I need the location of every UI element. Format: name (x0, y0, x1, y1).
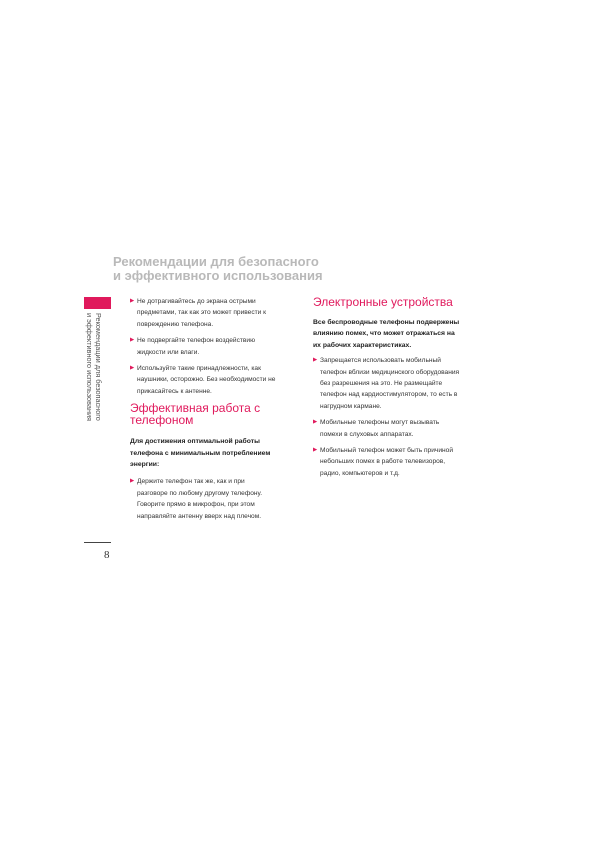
list-item-line: Мобильный телефон может быть причиной (320, 447, 454, 455)
list-item-line: нагрудном кармане. (320, 402, 382, 410)
left-column (130, 296, 298, 527)
safety-list (130, 296, 298, 397)
devices-lead-line-1: Все беспроводные телефоны подвержены (313, 319, 460, 326)
list-item-line: Говорите прямо в микрофон, при этом (137, 501, 255, 509)
devices-section-heading: Электронные устройства (313, 295, 453, 309)
list-item-line: предметами, так как это может привести к (137, 309, 267, 317)
energy-list (130, 476, 298, 522)
list-item-line: Не дотрагивайтесь до экрана острыми (137, 298, 256, 305)
list-item-line: повреждению телефона. (137, 320, 214, 328)
list-item-line: радио, компьютеров и т.д. (320, 469, 400, 477)
list-item (130, 476, 298, 522)
devices-lead-line-2: влиянию помех, что может отражаться на (313, 330, 455, 338)
devices-lead-text (313, 317, 483, 351)
list-item-line: небольших помех в работе телевизоров, (320, 458, 446, 466)
list-item-line: помехи в слуховых аппаратах. (320, 430, 414, 438)
page-title-line-1: Рекомендации для безопасного (113, 254, 319, 269)
list-item-line: направляйте антенну вверх над плечом. (137, 512, 262, 520)
list-item (313, 445, 483, 479)
energy-lead-line-1: Для достижения оптимальной работы (130, 438, 260, 446)
list-item-line: без разрешения на это. Не размещайте (320, 380, 443, 388)
bullet-triangle-icon: ▶ (130, 337, 135, 344)
devices-list (313, 355, 483, 479)
energy-heading-line-1: Эффективная работа с (130, 401, 261, 416)
energy-section-heading (130, 402, 298, 426)
list-item-line: телефон вблизи медицинского оборудования (320, 368, 460, 376)
list-item-line: Мобильные телефоны могут вызывать (320, 419, 440, 427)
right-column (313, 296, 483, 484)
side-section-label (85, 313, 103, 421)
list-item (130, 296, 298, 330)
page-title-line-2: и эффективного использования (113, 268, 323, 283)
page-number-rule (84, 542, 111, 543)
list-item (313, 355, 483, 412)
list-item-line: прикасайтесь к антенне. (137, 387, 212, 395)
bullet-triangle-icon: ▶ (313, 419, 318, 426)
list-item (313, 417, 483, 440)
side-section-label-line-1: Рекомендации для безопасного (94, 313, 103, 421)
list-item-line: Запрещается использовать мобильный (320, 357, 441, 365)
bullet-triangle-icon: ▶ (313, 447, 318, 454)
page-title (113, 255, 443, 283)
page-number: 8 (104, 549, 110, 561)
bullet-triangle-icon: ▶ (130, 298, 135, 304)
energy-heading-line-2: телефоном (130, 413, 194, 428)
energy-lead-line-2: телефона с минимальным потреблением (130, 449, 271, 457)
devices-lead-line-3: их рабочих характеристиках. (313, 341, 412, 349)
list-item-line: Не подвергайте телефон воздействию (137, 337, 256, 345)
list-item (130, 335, 298, 358)
list-item (130, 363, 298, 397)
side-section-label-line-2: и эффективного использования (85, 313, 94, 421)
list-item-line: жидкости или влаги. (137, 348, 200, 356)
section-color-tab (84, 297, 111, 309)
list-item-line: Держите телефон так же, как и при (137, 478, 245, 486)
bullet-triangle-icon: ▶ (130, 365, 135, 372)
energy-lead-text (130, 436, 298, 470)
bullet-triangle-icon: ▶ (130, 478, 135, 485)
list-item-line: Используйте такие принадлежности, как (137, 365, 261, 373)
list-item-line: разговоре по любому другому телефону. (137, 489, 263, 497)
energy-lead-line-3: энергии: (130, 461, 160, 469)
list-item-line: наушники, осторожно. Без необходимости не (137, 376, 276, 384)
list-item-line: телефон над кардиостимулятором, то есть в (320, 391, 458, 399)
bullet-triangle-icon: ▶ (313, 357, 318, 364)
